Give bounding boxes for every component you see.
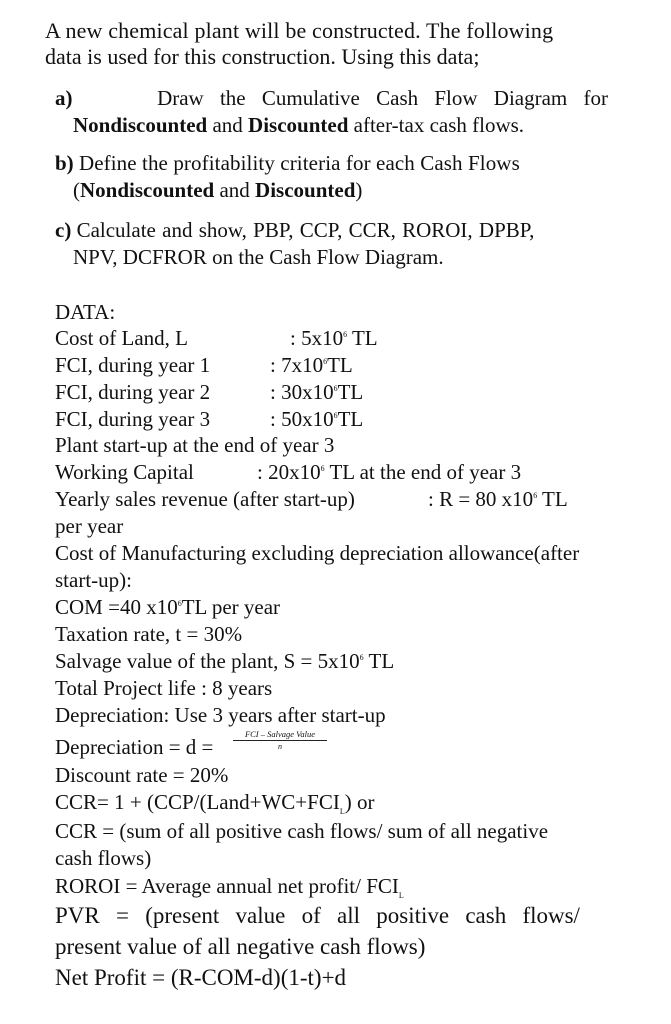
wc-value (257, 462, 521, 483)
land-value (290, 328, 378, 349)
formula-text: ROROI = Average annual net profit/ FCI (55, 874, 399, 898)
wc-label: Working Capital (55, 460, 194, 484)
project-life: Total Project life : 8 years (55, 676, 273, 700)
bold-discounted: Discounted (248, 113, 349, 137)
unit-tl: TL (327, 353, 353, 377)
exponent: 6 (359, 653, 364, 662)
exponent: 6 (333, 384, 338, 393)
depreciation-line: Depreciation: Use 3 years after start-up (55, 703, 386, 727)
task-b-marker: b) (55, 151, 74, 175)
and-text: and (207, 113, 249, 137)
unit-tl: TL (347, 326, 378, 350)
bold-nondiscounted: Nondiscounted (80, 178, 215, 202)
exponent: 6 (177, 599, 182, 608)
com-value (55, 597, 280, 618)
task-a-text: Draw the Cumulative Cash Flow Diagram for (157, 86, 608, 110)
value-text: : 20x10 (257, 460, 321, 484)
unit-tl: TL (337, 380, 364, 404)
ccr-formula-1 (55, 792, 374, 816)
discount-rate: Discount rate = 20% (55, 763, 229, 787)
exponent: 6 (320, 464, 325, 473)
fci3-value (270, 409, 363, 430)
salvage-value (55, 651, 394, 672)
ccr-formula-2-line-2: cash flows) (55, 846, 152, 870)
task-c-marker: c) (55, 218, 72, 242)
intro-line-2: data is used for this construction. Using this data; (45, 44, 480, 69)
com-line-1: Cost of Manufacturing excluding depreciation allowance(after (55, 541, 580, 565)
value-text: : 30x10 (270, 380, 334, 404)
sales-value (428, 489, 568, 510)
com-suffix: TL per year (181, 595, 281, 619)
value-text: Salvage value of the plant, S = 5x10 (55, 649, 360, 673)
unit-tl: TL (363, 649, 395, 673)
depreciation-equation: Depreciation = d = (55, 735, 214, 759)
task-a-line-1 (55, 88, 608, 109)
task-b-line-2 (73, 180, 362, 201)
unit-tl: TL (537, 487, 568, 511)
fci3-label: FCI, during year 3 (55, 407, 211, 431)
data-heading: DATA: (55, 300, 116, 324)
ccr-formula-2-line-1: CCR = (sum of all positive cash flows/ sum of all negative (55, 819, 549, 843)
pvr-formula-line-2: present value of all negative cash flows) (55, 934, 426, 959)
task-b-text: Define the profitability criteria for each Cash Flows (78, 151, 520, 175)
roroi-formula (55, 876, 404, 900)
formula-text: ) or (344, 790, 375, 814)
task-a-rest: after-tax cash flows. (348, 113, 525, 137)
fci2-value (270, 382, 363, 403)
net-profit-formula: Net Profit = (R-COM-d)(1-t)+d (55, 965, 347, 990)
depreciation-fraction (233, 729, 327, 751)
value-text: : 7x10 (270, 353, 324, 377)
paren-close: ) (355, 178, 363, 202)
exponent: 6 (343, 330, 348, 339)
paren-open: ( (73, 178, 80, 202)
fci2-label: FCI, during year 2 (55, 380, 211, 404)
formula-text: CCR= 1 + (CCP/(Land+WC+FCI (55, 790, 340, 814)
exponent: 6 (323, 357, 328, 366)
bold-nondiscounted: Nondiscounted (73, 113, 208, 137)
task-a-marker: a) (55, 86, 73, 110)
task-c-text: Calculate and show, PBP, CCP, CCR, ROROI, DPBP, (76, 218, 535, 242)
tax-rate: Taxation rate, t = 30% (55, 622, 243, 646)
pvr-formula-line-1 (55, 904, 608, 927)
pvr-text: PVR = (present value of all positive cash flows/ (55, 903, 580, 928)
value-text: : R = 80 x10 (428, 487, 534, 511)
fraction-denominator: n (278, 742, 282, 751)
task-a-line-2 (73, 115, 524, 136)
startup-line: Plant start-up at the end of year 3 (55, 433, 335, 457)
unit-tl: TL (337, 407, 364, 431)
exponent: 6 (533, 491, 538, 500)
intro-line-1: A new chemical plant will be constructed. The following (45, 18, 554, 43)
exponent: 6 (333, 411, 338, 420)
com-line-2: start-up): (55, 568, 132, 592)
and-text: and (214, 178, 256, 202)
value-text: : 50x10 (270, 407, 334, 431)
task-c-line-2: NPV, DCFROR on the Cash Flow Diagram. (73, 245, 444, 269)
per-year: per year (55, 514, 124, 538)
task-c-line-1 (55, 220, 534, 241)
value-text: : 5x10 (290, 326, 344, 350)
fci1-value (270, 355, 353, 376)
bold-discounted: Discounted (255, 178, 356, 202)
land-label: Cost of Land, L (55, 326, 188, 350)
fraction-numerator: FCI – Salvage Value (233, 729, 327, 741)
sales-label: Yearly sales revenue (after start-up) (55, 487, 355, 511)
value-text: COM =40 x10 (55, 595, 178, 619)
task-b-line-1 (55, 153, 520, 174)
subscript: L (398, 891, 404, 901)
wc-suffix: TL at the end of year 3 (324, 460, 522, 484)
subscript: L (339, 807, 345, 817)
fci1-label: FCI, during year 1 (55, 353, 211, 377)
